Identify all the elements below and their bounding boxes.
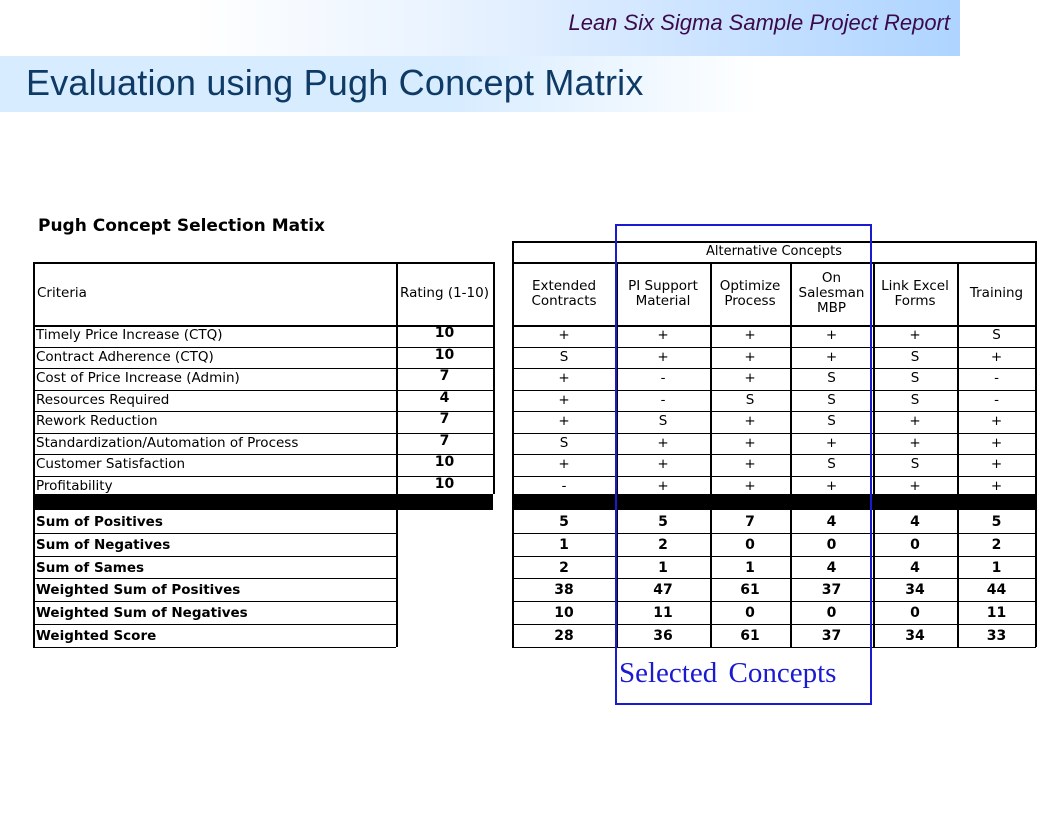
summary-value: 2	[559, 559, 569, 576]
summary-value: 4	[826, 514, 837, 530]
summary-value: 0	[745, 536, 755, 553]
summary-value: 37	[821, 582, 842, 599]
concept-header: Optimize Process	[719, 277, 781, 309]
criteria-header: Criteria	[37, 285, 87, 301]
concept-mark: +	[558, 391, 570, 408]
concept-mark: +	[744, 477, 756, 494]
concept-mark: +	[990, 477, 1003, 494]
concept-mark: +	[990, 413, 1003, 429]
criterion-rating: 4	[439, 389, 450, 406]
concept-mark: S	[910, 370, 920, 386]
criterion-rating: 10	[434, 325, 455, 341]
concept-mark: -	[660, 391, 666, 408]
concept-mark: S	[992, 327, 1001, 343]
concept-mark: +	[744, 434, 756, 451]
criterion-rating: 10	[434, 454, 455, 470]
alternative-concepts-header: Alternative Concepts	[706, 244, 842, 259]
grid-line	[1035, 262, 1037, 647]
concept-mark: +	[744, 413, 756, 429]
concept-mark: S	[658, 413, 668, 429]
summary-value: 11	[653, 605, 673, 622]
criterion-rating: 7	[439, 411, 450, 427]
summary-value: 37	[821, 628, 842, 644]
criterion-name: Rework Reduction	[36, 413, 158, 429]
concept-mark: +	[657, 434, 669, 451]
summary-value: 4	[910, 514, 920, 530]
summary-value: 4	[910, 559, 920, 576]
summary-value: 1	[991, 559, 1002, 576]
summary-value: 38	[554, 582, 574, 599]
summary-label: Sum of Positives	[36, 514, 163, 530]
criterion-rating: 7	[439, 368, 450, 384]
criterion-name: Timely Price Increase (CTQ)	[36, 327, 223, 343]
summary-value: 2	[991, 536, 1002, 553]
concept-mark: S	[827, 413, 836, 429]
concept-header: Training	[969, 285, 1024, 301]
summary-value: 5	[991, 514, 1002, 530]
concept-mark: -	[994, 370, 999, 386]
summary-value: 34	[905, 582, 925, 599]
summary-value: 47	[653, 582, 673, 599]
summary-label: Weighted Sum of Negatives	[36, 605, 248, 622]
concept-mark: +	[657, 348, 669, 365]
concept-mark: +	[744, 327, 756, 343]
summary-value: 4	[826, 559, 837, 576]
criterion-rating: 10	[434, 346, 455, 363]
concept-mark: +	[657, 456, 669, 472]
summary-value: 5	[658, 514, 668, 530]
summary-label: Weighted Score	[36, 628, 157, 644]
concept-mark: -	[994, 391, 999, 408]
concept-mark: +	[558, 456, 570, 472]
concept-mark: +	[909, 434, 921, 451]
summary-value: 0	[910, 605, 920, 622]
grid-line	[512, 262, 514, 647]
concept-header: Extended Contracts	[531, 277, 597, 309]
summary-label: Sum of Sames	[36, 559, 145, 576]
grid-line	[493, 262, 495, 494]
rating-header: Rating (1-10)	[400, 285, 489, 301]
grid-line	[957, 262, 959, 647]
summary-value: 5	[559, 514, 569, 530]
summary-value: 0	[910, 536, 920, 553]
concept-mark: +	[990, 348, 1003, 365]
summary-value: 28	[554, 628, 574, 644]
selected-concepts-label: Selected Concepts	[619, 657, 837, 689]
concept-mark: +	[909, 477, 921, 494]
concept-mark: +	[657, 327, 669, 343]
summary-value: 11	[986, 605, 1007, 622]
separator-bar	[33, 494, 493, 510]
concept-mark: S	[559, 348, 569, 365]
concept-mark: +	[909, 327, 921, 343]
grid-line	[396, 510, 398, 647]
grid-line	[873, 262, 875, 647]
grid-line	[396, 262, 398, 494]
concept-mark: +	[825, 434, 838, 451]
summary-value: 61	[740, 582, 760, 599]
summary-value: 33	[986, 628, 1007, 644]
criterion-name: Cost of Price Increase (Admin)	[36, 370, 240, 386]
concept-mark: +	[990, 434, 1003, 451]
concept-mark: +	[825, 327, 838, 343]
concept-mark: S	[827, 370, 836, 386]
summary-value: 10	[554, 605, 574, 622]
concept-mark: +	[558, 413, 570, 429]
summary-label: Weighted Sum of Positives	[36, 582, 241, 599]
concept-mark: +	[744, 456, 756, 472]
criterion-name: Contract Adherence (CTQ)	[36, 348, 214, 365]
grid-line	[33, 262, 35, 647]
concept-mark: +	[558, 327, 570, 343]
summary-value: 44	[986, 582, 1007, 599]
criterion-rating: 10	[434, 475, 455, 492]
summary-value: 36	[653, 628, 673, 644]
report-label: Lean Six Sigma Sample Project Report	[568, 10, 950, 35]
concept-mark: S	[827, 456, 836, 472]
criterion-name: Customer Satisfaction	[36, 456, 186, 472]
selected-concepts-box	[615, 224, 872, 705]
concept-mark: +	[558, 370, 570, 386]
concept-mark: +	[657, 477, 669, 494]
summary-value: 61	[740, 628, 760, 644]
concept-mark: S	[559, 434, 569, 451]
concept-header: PI Support Material	[628, 277, 698, 309]
summary-label: Sum of Negatives	[36, 536, 171, 553]
concept-mark: +	[825, 477, 838, 494]
summary-value: 34	[905, 628, 925, 644]
concept-mark: +	[990, 456, 1003, 472]
concept-mark: S	[910, 456, 920, 472]
summary-value: 0	[745, 605, 755, 622]
concept-mark: +	[744, 348, 756, 365]
summary-value: 1	[559, 536, 569, 553]
concept-mark: S	[827, 391, 836, 408]
summary-value: 1	[658, 559, 668, 576]
slide-title: Evaluation using Pugh Concept Matrix	[26, 62, 644, 103]
concept-mark: +	[909, 413, 921, 429]
summary-value: 0	[826, 605, 837, 622]
concept-mark: -	[561, 477, 567, 494]
concept-mark: +	[744, 370, 756, 386]
summary-value: 1	[745, 559, 755, 576]
concept-mark: S	[745, 391, 755, 408]
summary-value: 7	[745, 514, 755, 530]
matrix-heading: Pugh Concept Selection Matix	[38, 216, 325, 236]
concept-mark: +	[825, 348, 838, 365]
concept-mark: -	[660, 370, 666, 386]
criterion-name: Profitability	[36, 477, 113, 494]
concept-header: On Salesman MBP	[798, 270, 865, 316]
concept-mark: S	[910, 348, 920, 365]
criterion-name: Resources Required	[36, 391, 170, 408]
summary-value: 0	[826, 536, 837, 553]
summary-value: 2	[658, 536, 668, 553]
criterion-rating: 7	[439, 432, 450, 449]
concept-mark: S	[910, 391, 920, 408]
concept-header: Link Excel Forms	[881, 277, 949, 309]
criterion-name: Standardization/Automation of Process	[36, 434, 299, 451]
